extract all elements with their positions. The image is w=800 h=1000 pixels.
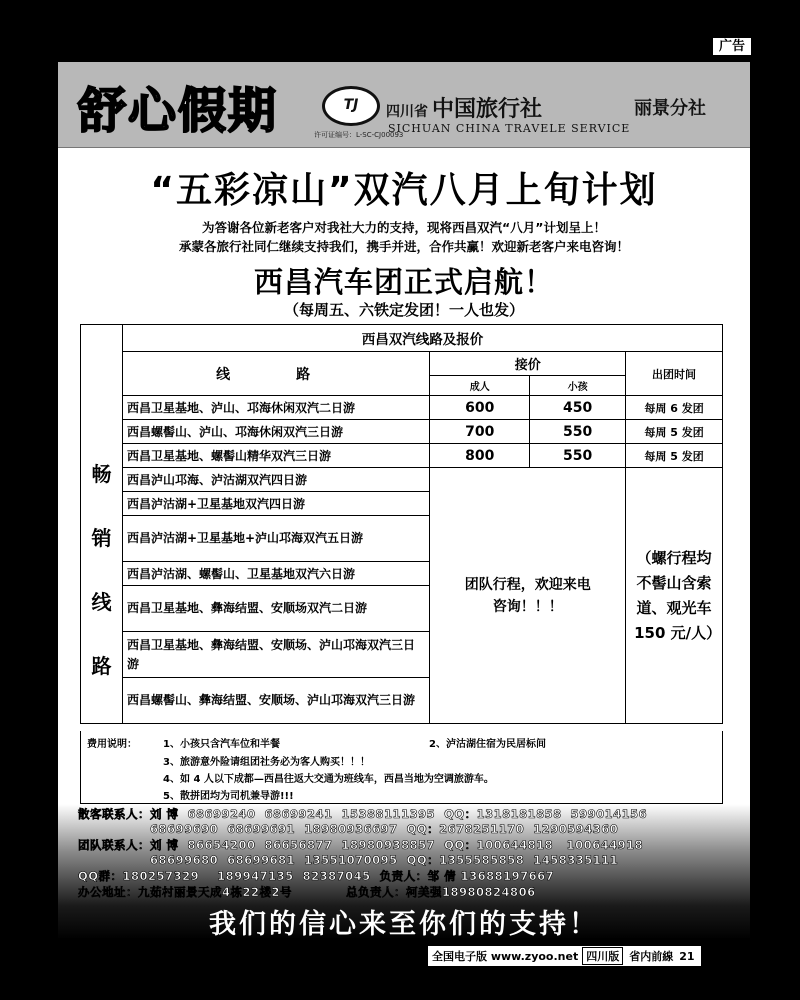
- slogan: 我们的信心来至你们的支持！: [209, 909, 599, 940]
- branch-name: 丽景分社: [634, 98, 706, 119]
- adult-price: 700: [430, 420, 530, 444]
- route-name: 西昌泸沽湖、螺髻山、卫星基地双汽六日游: [122, 562, 429, 586]
- contact-line: 办公地址：九茹村丽景天成4栋22楼2号 总负责人：柯美强18980824806: [78, 885, 536, 899]
- departure-time: 每周 5 发团: [626, 420, 723, 444]
- note-5: 5、散拼团均为司机兼导游!!!: [163, 791, 294, 802]
- route-name: 西昌泸沽湖+卫星基地+泸山邛海双汽五日游: [122, 516, 429, 562]
- contact-line: 68699680 68699681 13551070095 QQ：1355585858 1458335111: [78, 853, 619, 867]
- header-departure: 出团时间: [626, 352, 723, 396]
- adult-price: 600: [430, 396, 530, 420]
- group-note: 团队行程，欢迎来电咨询！！！: [430, 468, 626, 724]
- route-name: 西昌卫星基地、泸山、邛海休闲双汽二日游: [122, 396, 429, 420]
- note-2: 2、泸沽湖住宿为民居标间: [429, 739, 546, 750]
- table-row: [81, 468, 723, 492]
- header-band: [58, 62, 750, 148]
- sub-note: （每周五、六铁定发团！一人也发）: [283, 301, 524, 319]
- license-number: 许可证编号：L-SC-CJ00093: [314, 131, 404, 139]
- note-3: 3、旅游意外险请组团社务必为客人购买！！！: [163, 757, 370, 768]
- route-name: 西昌泸山邛海、泸沽湖双汽四日游: [122, 468, 429, 492]
- route-name: 西昌泸沽湖+卫星基地双汽四日游: [122, 492, 429, 516]
- brand-title: 舒心假期: [78, 83, 279, 139]
- agency-logo-icon: TJ: [322, 86, 380, 126]
- routes-table: [80, 324, 723, 724]
- sub-title: 西昌汽车团正式启航！: [253, 265, 554, 299]
- section-name: 省内前線: [629, 950, 674, 963]
- note-1: 1、小孩只含汽车位和半餐: [163, 739, 280, 750]
- agency-name-en: SICHUAN CHINA TRAVELE SERVICE: [388, 122, 631, 135]
- route-name: 西昌螺髻山、泸山、邛海休闲双汽三日游: [122, 420, 429, 444]
- header-adult: 成人: [430, 376, 530, 396]
- contact-line: 68699690 68699691 18980936697 QQ：2678251170 1290594360: [78, 822, 619, 836]
- table-caption: 西昌双汽线路及报价: [122, 325, 722, 352]
- header-price: 接价: [430, 352, 626, 376]
- fee-notes: [80, 731, 723, 804]
- header-child: 小孩: [530, 376, 626, 396]
- page-number: 21: [679, 949, 695, 963]
- contact-line: 团队联系人：刘 博 86654200 86656877 18980938857 QQ：100644818 100644918: [78, 838, 644, 852]
- side-label: [81, 325, 123, 724]
- adult-price: 800: [430, 444, 530, 468]
- intro-line-2: 承蒙各旅行社同仁继续支持我们，携手并进，合作共赢！欢迎新老客户来电咨询！: [178, 239, 629, 254]
- child-price: 550: [530, 444, 626, 468]
- agency-title: 中国旅行社: [432, 97, 543, 122]
- intro-line-1: 为答谢各位新老客户对我社大力的支持，现将西昌双汽“八月”计划呈上！: [202, 220, 606, 235]
- child-price: 450: [530, 396, 626, 420]
- ad-tag: 广告: [712, 37, 752, 56]
- side-char-2: 销: [91, 526, 112, 550]
- side-char-1: 畅: [91, 462, 112, 486]
- contact-line: 散客联系人：刘 博 68699240 68699241 15388111395 QQ：1318181858 599014156: [78, 807, 648, 821]
- side-char-4: 路: [91, 654, 112, 678]
- note-4: 4、如 4 人以下成都—西昌往返大交通为班线车，西昌当地为空调旅游车。: [163, 774, 494, 785]
- page-footer: [428, 946, 701, 966]
- agency-province: 四川省: [386, 104, 428, 120]
- route-name: 西昌卫星基地、螺髻山精华双汽三日游: [122, 444, 429, 468]
- table-row: [81, 420, 723, 444]
- child-price: 550: [530, 420, 626, 444]
- region-badge: 四川版: [582, 947, 623, 965]
- contact-line: QQ群：180257329 189947135 82387045 负责人：邹 倩 13688197667: [78, 869, 555, 883]
- contacts-band: [58, 804, 750, 940]
- advert-sheet: [56, 60, 752, 940]
- departure-time: 每周 6 发团: [626, 396, 723, 420]
- header-route: 线 路: [122, 352, 429, 396]
- notes-label: 费用说明：: [87, 739, 137, 750]
- table-row: [81, 444, 723, 468]
- main-title: “五彩凉山”双汽八月上旬计划: [150, 170, 658, 211]
- edition-link[interactable]: 全国电子版 www.zyoo.net: [432, 950, 579, 963]
- table-row: [81, 396, 723, 420]
- agency-name: [386, 92, 542, 123]
- intro-text: [58, 218, 750, 256]
- route-name: 西昌卫星基地、彝海结盟、安顺场、泸山邛海双汽三日游: [122, 632, 429, 678]
- surcharge-note: （螺行程均不髻山含索道、观光车 150 元/人）: [626, 468, 723, 724]
- side-char-3: 线: [91, 590, 112, 614]
- departure-time: 每周 5 发团: [626, 444, 723, 468]
- route-name: 西昌螺髻山、彝海结盟、安顺场、泸山邛海双汽三日游: [122, 678, 429, 724]
- route-name: 西昌卫星基地、彝海结盟、安顺场双汽二日游: [122, 586, 429, 632]
